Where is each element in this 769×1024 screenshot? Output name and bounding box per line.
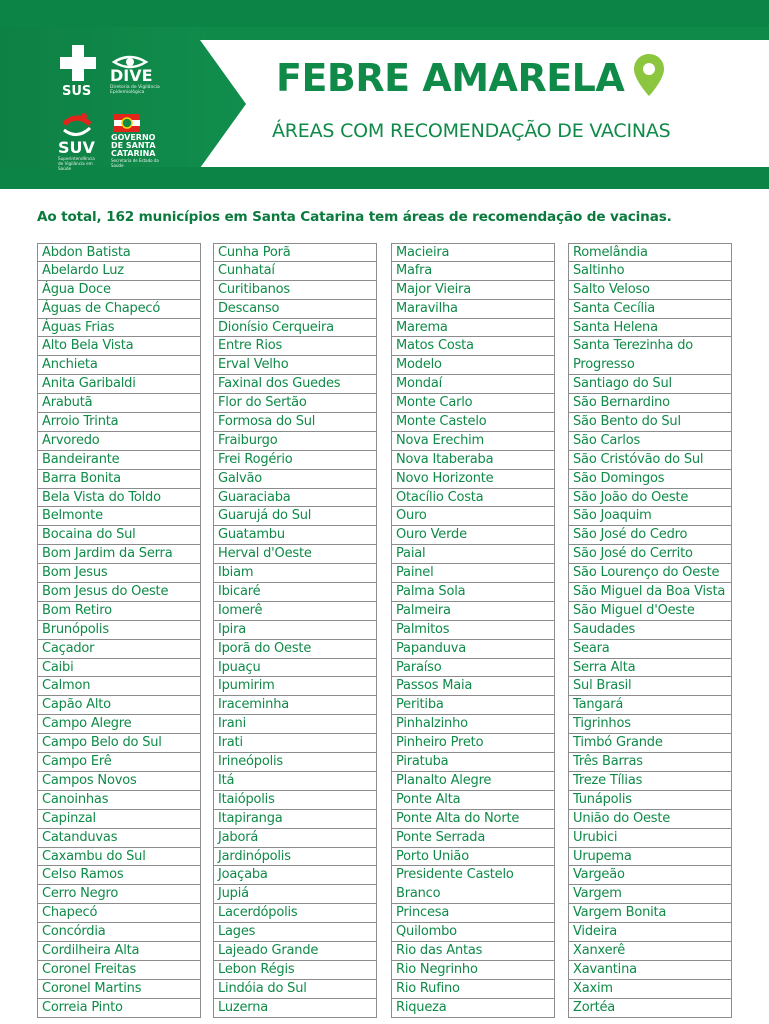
municipality-item: Saltinho bbox=[568, 262, 732, 281]
municipality-item: Lages bbox=[213, 923, 377, 942]
municipality-item: Palmeira bbox=[391, 602, 555, 621]
municipality-item: Nova Itaberaba bbox=[391, 451, 555, 470]
municipality-item: São Joaquim bbox=[568, 507, 732, 526]
municipality-item: Marema bbox=[391, 319, 555, 338]
municipality-item: Lacerdópolis bbox=[213, 904, 377, 923]
municipality-item: Rio Rufino bbox=[391, 980, 555, 999]
municipality-item: Caibi bbox=[37, 659, 201, 678]
municipality-item: São José do Cerrito bbox=[568, 545, 732, 564]
municipality-item: Tunápolis bbox=[568, 791, 732, 810]
municipality-item: Monte Castelo bbox=[391, 413, 555, 432]
municipality-item: Tigrinhos bbox=[568, 715, 732, 734]
municipality-item: São Cristóvão do Sul bbox=[568, 451, 732, 470]
municipality-item: Tangará bbox=[568, 696, 732, 715]
municipality-item: Jardinópolis bbox=[213, 848, 377, 867]
municipality-item: Matos Costa bbox=[391, 337, 555, 356]
municipality-item: Frei Rogério bbox=[213, 451, 377, 470]
map-pin-icon bbox=[632, 52, 666, 98]
municipality-item: Cerro Negro bbox=[37, 885, 201, 904]
municipality-item: Calmon bbox=[37, 677, 201, 696]
municipality-item: Formosa do Sul bbox=[213, 413, 377, 432]
municipality-item: Campo Alegre bbox=[37, 715, 201, 734]
municipality-item: Lebon Régis bbox=[213, 961, 377, 980]
municipality-item: Vargeão bbox=[568, 866, 732, 885]
municipality-item: Catanduvas bbox=[37, 829, 201, 848]
municipality-item: Novo Horizonte bbox=[391, 470, 555, 489]
municipality-item: União do Oeste bbox=[568, 810, 732, 829]
municipality-item: Guatambu bbox=[213, 526, 377, 545]
municipality-item: Bom Jardim da Serra bbox=[37, 545, 201, 564]
top-bar bbox=[0, 0, 769, 27]
banner-bottom-strip bbox=[0, 167, 769, 189]
municipality-item: Modelo bbox=[391, 356, 555, 375]
municipality-item: Palmitos bbox=[391, 621, 555, 640]
municipality-item: Bocaina do Sul bbox=[37, 526, 201, 545]
municipality-item: São Lourenço do Oeste bbox=[568, 564, 732, 583]
municipality-item: Cunhataí bbox=[213, 262, 377, 281]
municipality-column-1 bbox=[37, 243, 201, 1018]
municipality-item: Bandeirante bbox=[37, 451, 201, 470]
municipality-item: Campo Belo do Sul bbox=[37, 734, 201, 753]
municipality-item: Santa Helena bbox=[568, 319, 732, 338]
municipality-item: Águas de Chapecó bbox=[37, 300, 201, 319]
municipality-item: Ipuaçu bbox=[213, 659, 377, 678]
municipality-item: Presidente Castelo bbox=[391, 866, 555, 885]
municipality-item: Macieira bbox=[391, 243, 555, 262]
municipality-item: Entre Rios bbox=[213, 337, 377, 356]
municipality-item: Treze Tílias bbox=[568, 772, 732, 791]
municipality-item: Ipumirim bbox=[213, 677, 377, 696]
municipality-item: Itá bbox=[213, 772, 377, 791]
municipality-item: Papanduva bbox=[391, 640, 555, 659]
municipality-item: Santiago do Sul bbox=[568, 375, 732, 394]
municipality-item: Ponte Alta do Norte bbox=[391, 810, 555, 829]
municipality-item: Ipira bbox=[213, 621, 377, 640]
municipality-item: Jaborá bbox=[213, 829, 377, 848]
municipality-item: Belmonte bbox=[37, 507, 201, 526]
municipality-item: Caçador bbox=[37, 640, 201, 659]
municipality-item: Salto Veloso bbox=[568, 281, 732, 300]
municipality-item: Rio Negrinho bbox=[391, 961, 555, 980]
municipality-item: Branco bbox=[391, 885, 555, 904]
municipality-item: Paial bbox=[391, 545, 555, 564]
municipality-item: Sul Brasil bbox=[568, 677, 732, 696]
municipality-item: Porto União bbox=[391, 848, 555, 867]
municipality-item: Concórdia bbox=[37, 923, 201, 942]
municipality-item: Major Vieira bbox=[391, 281, 555, 300]
municipality-item: Cunha Porã bbox=[213, 243, 377, 262]
municipality-item: Iraceminha bbox=[213, 696, 377, 715]
municipality-item: Ponte Serrada bbox=[391, 829, 555, 848]
municipality-item: Guarujá do Sul bbox=[213, 507, 377, 526]
municipality-item: Joaçaba bbox=[213, 866, 377, 885]
municipality-item: Luzerna bbox=[213, 999, 377, 1018]
municipality-item: Iporã do Oeste bbox=[213, 640, 377, 659]
municipality-item: São Bento do Sul bbox=[568, 413, 732, 432]
municipality-item: Cordilheira Alta bbox=[37, 942, 201, 961]
municipality-item: Correia Pinto bbox=[37, 999, 201, 1018]
municipality-item: São Miguel da Boa Vista bbox=[568, 583, 732, 602]
municipality-item: Xanxerê bbox=[568, 942, 732, 961]
municipality-item: Lajeado Grande bbox=[213, 942, 377, 961]
municipality-item: Monte Carlo bbox=[391, 394, 555, 413]
municipality-item: Irineópolis bbox=[213, 753, 377, 772]
municipality-item: São José do Cedro bbox=[568, 526, 732, 545]
municipality-item: Irani bbox=[213, 715, 377, 734]
municipality-item: São Miguel d'Oeste bbox=[568, 602, 732, 621]
page-subtitle: ÁREAS COM RECOMENDAÇÃO DE VACINAS bbox=[272, 120, 671, 142]
municipality-item: Vargem Bonita bbox=[568, 904, 732, 923]
municipality-item: Lindóia do Sul bbox=[213, 980, 377, 999]
suv-logo-subtitle: Superintendência de Vigilância em Saúde bbox=[58, 156, 95, 171]
municipality-item: Maravilha bbox=[391, 300, 555, 319]
municipality-item: Princesa bbox=[391, 904, 555, 923]
municipality-item: Arvoredo bbox=[37, 432, 201, 451]
municipality-item: Fraiburgo bbox=[213, 432, 377, 451]
dive-logo-subtitle: Diretoria de Vigilância Epidemiológica bbox=[110, 85, 160, 95]
municipality-item: Rio das Antas bbox=[391, 942, 555, 961]
municipality-item: Ponte Alta bbox=[391, 791, 555, 810]
municipality-item: Descanso bbox=[213, 300, 377, 319]
municipality-item: Planalto Alegre bbox=[391, 772, 555, 791]
municipality-item: Xaxim bbox=[568, 980, 732, 999]
municipality-item: Canoinhas bbox=[37, 791, 201, 810]
intro-text: Ao total, 162 municípios em Santa Catarina tem áreas de recomendação de vacinas. bbox=[37, 209, 672, 225]
municipality-item: Iomerê bbox=[213, 602, 377, 621]
municipality-item: Painel bbox=[391, 564, 555, 583]
sus-logo-text: SUS bbox=[62, 84, 92, 99]
municipality-item: Herval d'Oeste bbox=[213, 545, 377, 564]
page-title: FEBRE AMARELA bbox=[276, 56, 625, 100]
municipality-item: Bela Vista do Toldo bbox=[37, 489, 201, 508]
municipality-item: São Domingos bbox=[568, 470, 732, 489]
municipality-item: Faxinal dos Guedes bbox=[213, 375, 377, 394]
municipality-item: Irati bbox=[213, 734, 377, 753]
municipality-item: Bom Retiro bbox=[37, 602, 201, 621]
municipality-item: Quilombo bbox=[391, 923, 555, 942]
municipality-item: Urubici bbox=[568, 829, 732, 848]
municipality-item: Mafra bbox=[391, 262, 555, 281]
municipality-item: Urupema bbox=[568, 848, 732, 867]
municipality-item: Coronel Freitas bbox=[37, 961, 201, 980]
municipality-item: Ibicaré bbox=[213, 583, 377, 602]
municipality-item: Paraíso bbox=[391, 659, 555, 678]
government-logo-subtitle: Secretaria de Estado da Saúde bbox=[111, 158, 159, 168]
municipality-item: Romelândia bbox=[568, 243, 732, 262]
municipality-item: Mondaí bbox=[391, 375, 555, 394]
municipality-item: Campos Novos bbox=[37, 772, 201, 791]
municipality-item: Coronel Martins bbox=[37, 980, 201, 999]
municipality-item: Itapiranga bbox=[213, 810, 377, 829]
municipality-item: Ibiam bbox=[213, 564, 377, 583]
municipality-item: Celso Ramos bbox=[37, 866, 201, 885]
municipality-item: Erval Velho bbox=[213, 356, 377, 375]
municipality-item: Xavantina bbox=[568, 961, 732, 980]
municipality-item: Passos Maia bbox=[391, 677, 555, 696]
municipality-item: São João do Oeste bbox=[568, 489, 732, 508]
municipality-column-2 bbox=[213, 243, 377, 1018]
municipality-item: Três Barras bbox=[568, 753, 732, 772]
municipality-item: Jupiá bbox=[213, 885, 377, 904]
suv-logo-text: SUV bbox=[58, 138, 95, 157]
municipality-item: São Bernardino bbox=[568, 394, 732, 413]
municipality-item: Guaraciaba bbox=[213, 489, 377, 508]
municipality-item: Progresso bbox=[568, 356, 732, 375]
municipality-item: Riqueza bbox=[391, 999, 555, 1018]
municipality-item: Pinheiro Preto bbox=[391, 734, 555, 753]
municipality-item: Curitibanos bbox=[213, 281, 377, 300]
municipality-item: Bom Jesus do Oeste bbox=[37, 583, 201, 602]
municipality-item: Nova Erechim bbox=[391, 432, 555, 451]
municipality-item: Videira bbox=[568, 923, 732, 942]
municipality-item: Santa Terezinha do bbox=[568, 337, 732, 356]
municipality-item: Anchieta bbox=[37, 356, 201, 375]
municipality-item: Capão Alto bbox=[37, 696, 201, 715]
municipality-item: Santa Cecília bbox=[568, 300, 732, 319]
municipality-column-4 bbox=[568, 243, 732, 1018]
municipality-item: Itaiópolis bbox=[213, 791, 377, 810]
municipality-item: Barra Bonita bbox=[37, 470, 201, 489]
municipality-item: Palma Sola bbox=[391, 583, 555, 602]
municipality-item: Caxambu do Sul bbox=[37, 848, 201, 867]
municipality-item: Chapecó bbox=[37, 904, 201, 923]
municipality-item: Galvão bbox=[213, 470, 377, 489]
municipality-item: Zortéa bbox=[568, 999, 732, 1018]
municipality-item: Bom Jesus bbox=[37, 564, 201, 583]
municipality-item: Ouro bbox=[391, 507, 555, 526]
municipality-item: Peritiba bbox=[391, 696, 555, 715]
municipality-item: Brunópolis bbox=[37, 621, 201, 640]
municipality-item: Piratuba bbox=[391, 753, 555, 772]
municipality-item: Águas Frias bbox=[37, 319, 201, 338]
municipality-item: Alto Bela Vista bbox=[37, 337, 201, 356]
municipality-item: Arroio Trinta bbox=[37, 413, 201, 432]
municipality-item: Campo Erê bbox=[37, 753, 201, 772]
dive-logo-text: DIVE bbox=[110, 66, 153, 85]
municipality-item: Abdon Batista bbox=[37, 243, 201, 262]
municipality-item: Pinhalzinho bbox=[391, 715, 555, 734]
government-logo-text: GOVERNO DE SANTA CATARINA bbox=[111, 133, 156, 158]
municipality-item: Flor do Sertão bbox=[213, 394, 377, 413]
municipality-item: Anita Garibaldi bbox=[37, 375, 201, 394]
municipality-item: Seara bbox=[568, 640, 732, 659]
municipality-item: Vargem bbox=[568, 885, 732, 904]
municipality-item: Arabutã bbox=[37, 394, 201, 413]
municipality-item: Capinzal bbox=[37, 810, 201, 829]
municipality-item: Dionísio Cerqueira bbox=[213, 319, 377, 338]
municipality-item: Timbó Grande bbox=[568, 734, 732, 753]
municipality-item: Ouro Verde bbox=[391, 526, 555, 545]
suv-logo-icon bbox=[60, 110, 94, 140]
municipality-item: Otacílio Costa bbox=[391, 489, 555, 508]
municipality-item: Serra Alta bbox=[568, 659, 732, 678]
municipality-item: Água Doce bbox=[37, 281, 201, 300]
municipality-item: São Carlos bbox=[568, 432, 732, 451]
municipality-column-3 bbox=[391, 243, 555, 1018]
municipality-item: Saudades bbox=[568, 621, 732, 640]
municipality-item: Abelardo Luz bbox=[37, 262, 201, 281]
